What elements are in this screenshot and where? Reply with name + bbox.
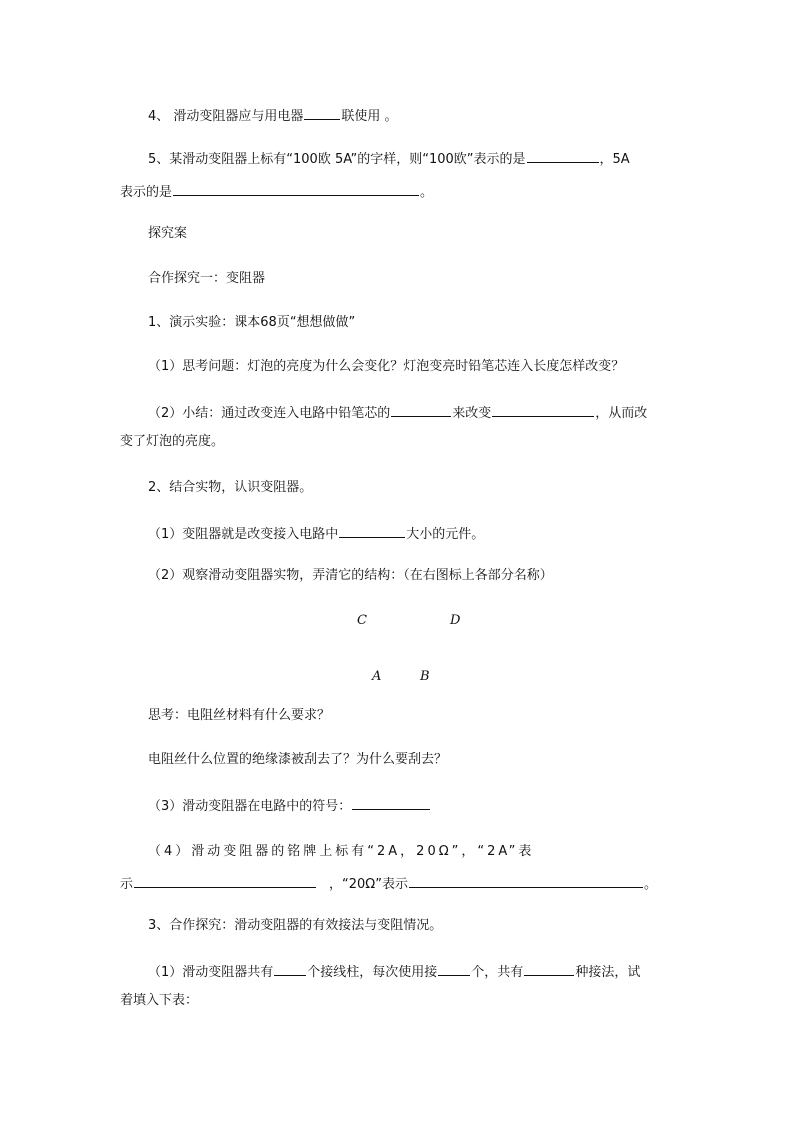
- item-2-3: [148, 794, 708, 817]
- q5-blank-2[interactable]: [173, 180, 419, 196]
- item-2-1: [148, 522, 708, 545]
- item-3-1-text: （1）滑动变阻器共有: [148, 965, 274, 980]
- diagram-label-d: D: [450, 613, 461, 628]
- item-1-2-text: （2）小结：通过改变连入电路中铅笔芯的: [148, 406, 391, 421]
- item-1-2-text-2: 来改变: [452, 406, 492, 421]
- section-title: 探究案: [148, 226, 188, 241]
- item-2-4: （4）滑动变阻器的铭牌上标有“2A，20Ω”，“2A”表: [148, 844, 535, 859]
- item-2-3-blank[interactable]: [352, 794, 430, 810]
- item-2-1-blank[interactable]: [339, 522, 405, 538]
- coop-heading-1: 合作探究一：变阻器: [148, 271, 266, 286]
- item-2-4-blank-2[interactable]: [409, 872, 643, 888]
- item-3-1-blank-1[interactable]: [274, 960, 306, 976]
- item-2-4-text-2: 示: [120, 877, 134, 892]
- q5-text: 5、某滑动变阻器上标有“100欧 5A”的字样，则“100欧”表示的是: [148, 152, 526, 167]
- q4-text: 4、 滑动变阻器应与用电器: [148, 109, 304, 124]
- item-3-1-blank-3[interactable]: [524, 960, 574, 976]
- diagram-label-a: A: [372, 669, 382, 684]
- diagram-label-b: B: [420, 669, 430, 684]
- item-2-4-text-3: ，“20Ω”表示: [329, 877, 408, 892]
- item-2-4-cont: [120, 872, 680, 895]
- item-1-2: [148, 401, 708, 424]
- diagram-label-c: C: [357, 613, 367, 628]
- q4-blank[interactable]: [304, 104, 340, 120]
- q4-text-end: 联使用 。: [341, 109, 398, 124]
- item-3-1-text-2: 个接线柱，每次使用接: [307, 965, 438, 980]
- item-2: 2、结合实物，认识变阻器。: [148, 480, 313, 495]
- question-5: [148, 147, 708, 170]
- q5-blank-1[interactable]: [527, 147, 599, 163]
- item-1-2-text-3: ，从而改: [595, 406, 648, 421]
- item-2-3-text: （3）滑动变阻器在电路中的符号：: [148, 799, 352, 814]
- item-3: 3、合作探究：滑动变阻器的有效接法与变阻情况。: [148, 918, 443, 933]
- q5-text-3: 表示的是: [120, 185, 173, 200]
- item-2-1-text: （1）变阻器就是改变接入电路中: [148, 527, 339, 542]
- item-3-1-text-4: 种接法，试: [575, 965, 641, 980]
- item-2-4-text-end: 。: [643, 877, 657, 892]
- item-1-2-blank-1[interactable]: [391, 401, 451, 417]
- item-1: 1、演示实验：课本68页“想想做做”: [148, 315, 356, 330]
- item-3-1-text-3: 个，共有: [471, 965, 524, 980]
- item-3-1-blank-2[interactable]: [438, 960, 470, 976]
- think-1: 思考：电阻丝材料有什么要求？: [148, 708, 331, 723]
- q5-text-2: ，5A: [599, 152, 630, 167]
- q5-text-end: 。: [420, 185, 434, 200]
- item-2-1-text-2: 大小的元件。: [406, 527, 485, 542]
- item-1-2-blank-2[interactable]: [492, 401, 594, 417]
- question-5-cont: [120, 180, 680, 203]
- item-1-2-cont: 变了灯泡的亮度。: [120, 434, 225, 449]
- item-3-1-cont: 着填入下表：: [120, 993, 199, 1008]
- item-2-2: （2）观察滑动变阻器实物，弄清它的结构：（在右图标上各部分名称）: [148, 568, 553, 583]
- item-3-1: [148, 960, 708, 983]
- question-4: [148, 104, 708, 127]
- item-2-4-blank-1[interactable]: [134, 872, 316, 888]
- think-2: 电阻丝什么位置的绝缘漆被刮去了？为什么要刮去？: [148, 752, 448, 767]
- item-1-1: （1）思考问题：灯泡的亮度为什么会变化？灯泡变亮时铅笔芯连入长度怎样改变？: [148, 359, 625, 374]
